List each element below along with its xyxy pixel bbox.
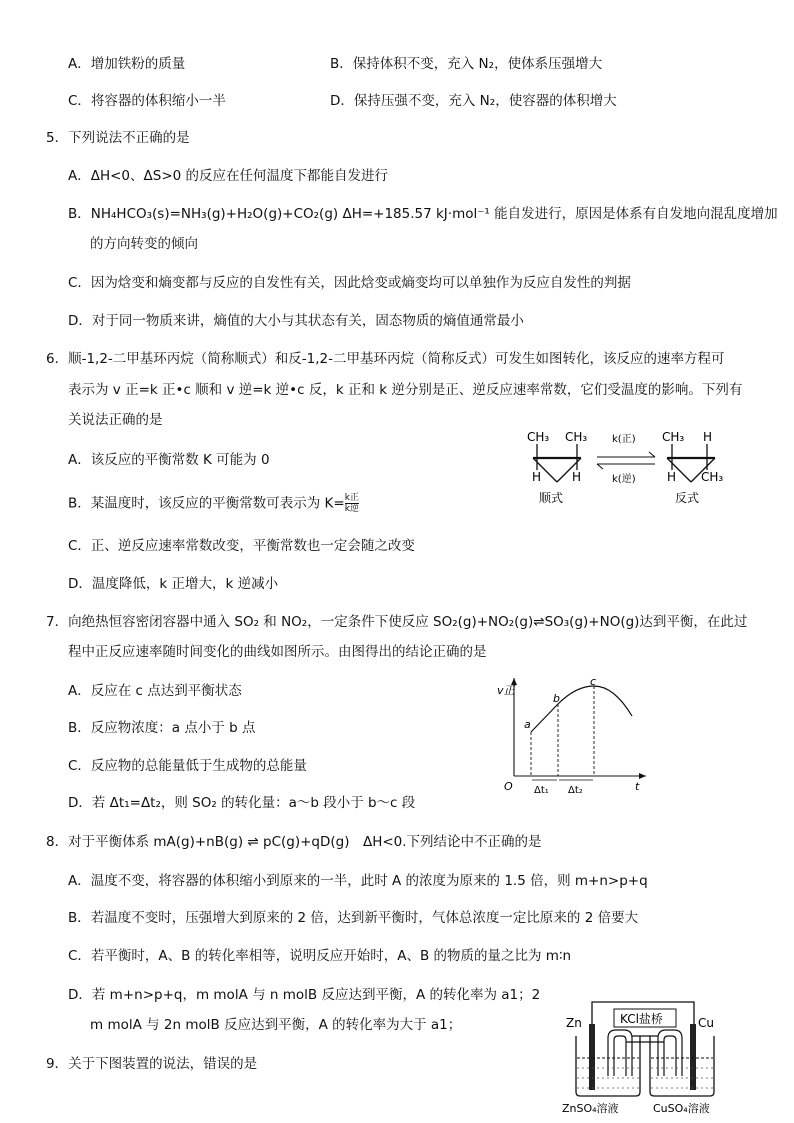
trans-ch3-bottom: CH₃	[701, 470, 724, 484]
right-solution-label: CuSO₄溶液	[653, 1102, 710, 1115]
q7-option-d: D．若 Δt₁=Δt₂，则 SO₂ 的转化量：a～b 段小于 b～c 段	[68, 795, 416, 811]
q7-option-a: A．反应在 c 点达到平衡状态	[68, 683, 242, 699]
q4-option-d: D．保持压强不变，充入 N₂，使容器的体积增大	[330, 93, 617, 109]
q7-stem-line1: 7．向绝热恒容密闭容器中通入 SO₂ 和 NO₂，一定条件下使反应 SO₂(g)+NO₂(g)⇌SO₃(g)+NO(g)达到平衡，在此过	[46, 614, 748, 630]
q6-stem-line2: 表示为 v 正=k 正•c 顺和 v 逆=k 逆•c 反，k 正和 k 逆分别是正、逆反应速率常数，它们受温度的影响。下列有	[68, 382, 743, 398]
q4-option-c: C．将容器的体积缩小一半	[68, 93, 226, 109]
rate-curve	[531, 686, 632, 732]
q6-stem-line3: 关说法正确的是	[68, 412, 163, 428]
q9-galvanic-cell-figure	[560, 996, 740, 1118]
cis-ch3-left: CH₃	[527, 430, 550, 444]
x-axis-label: t	[635, 780, 640, 793]
zn-label: Zn	[566, 1016, 582, 1030]
q4-option-b: B．保持体积不变，充入 N₂，使体系压强增大	[330, 56, 603, 72]
cu-label: Cu	[698, 1016, 714, 1030]
q5-option-c: C．因为焓变和熵变都与反应的自发性有关，因此焓变或熵变均可以单独作为反应自发性的判据	[68, 275, 631, 291]
q8-option-d: D．若 m+n>p+q，m molA 与 n molB 反应达到平衡，A 的转化率为 a1；2	[68, 987, 541, 1003]
trans-h-bottom: H	[667, 470, 677, 484]
point-b-label: b	[553, 692, 560, 705]
q6-option-d: D．温度降低，k 正增大，k 逆减小	[68, 576, 279, 592]
k-forward-label: k(正)	[612, 434, 636, 445]
q8-option-d-cont: m molA 与 2n molB 反应达到平衡，A 的转化率为大于 a1；	[90, 1017, 462, 1033]
cis-h-right: H	[572, 470, 582, 484]
point-a-label: a	[524, 718, 531, 731]
q6-option-b-text: B．某温度时，该反应的平衡常数可表示为 K=	[68, 495, 345, 512]
q8-option-c: C．若平衡时，A、B 的转化率相等，说明反应开始时，A、B 的物质的量之比为 m∶n	[68, 948, 572, 964]
q6-option-b	[68, 493, 359, 514]
q8-stem: 8．对于平衡体系 mA(g)+nB(g) ⇌ pC(g)+qD(g) ΔH<0.下列结论中不正确的是	[46, 834, 542, 850]
dt1-label: Δt₁	[534, 785, 549, 796]
left-solution-label: ZnSO₄溶液	[562, 1102, 619, 1115]
q7-rate-graph	[494, 672, 654, 800]
q6-isomer-figure	[515, 424, 735, 512]
cis-label: 顺式	[539, 491, 564, 505]
q9-stem: 9．关于下图装置的说法，错误的是	[46, 1056, 258, 1072]
trans-h-top: H	[703, 430, 713, 444]
y-axis-label: v正	[497, 684, 515, 697]
q8-option-a: A．温度不变，将容器的体积缩小到原来的一半，此时 A 的浓度为原来的 1.5 倍，则 m+n>p+q	[68, 873, 648, 889]
q6-stem-line1: 6．顺-1,2-二甲基环丙烷（简称顺式）和反-1,2-二甲基环丙烷（简称反式）可发生如图转化，该反应的速率方程可	[46, 351, 725, 367]
q7-option-b: B．反应物浓度：a 点小于 b 点	[68, 720, 256, 736]
trans-label: 反式	[675, 491, 700, 505]
q6-option-c: C．正、逆反应速率常数改变，平衡常数也一定会随之改变	[68, 538, 415, 554]
q8-option-b: B．若温度不变时，压强增大到原来的 2 倍，达到新平衡时，气体总浓度一定比原来的 2 倍要大	[68, 910, 639, 926]
q6-k-fraction	[345, 493, 359, 514]
q6-k-numerator: k正	[344, 493, 359, 503]
k-reverse-label: k(逆)	[612, 474, 636, 485]
q6-k-denominator: k逆	[344, 504, 359, 514]
zn-electrode	[589, 1024, 595, 1090]
q4-option-a: A．增加铁粉的质量	[68, 56, 186, 72]
q7-stem-line2: 程中正反应速率随时间变化的曲线如图所示。由图得出的结论正确的是	[68, 644, 487, 660]
q5-option-b-cont: 的方向转变的倾向	[90, 236, 198, 252]
q7-option-c: C．反应物的总能量低于生成物的总能量	[68, 758, 307, 774]
trans-ch3-top: CH₃	[662, 430, 685, 444]
q5-option-d: D．对于同一物质来讲，熵值的大小与其状态有关，固态物质的熵值通常最小	[68, 313, 524, 329]
cis-ch3-right: CH₃	[565, 430, 588, 444]
origin-label: O	[504, 780, 513, 793]
point-c-label: c	[590, 675, 597, 688]
cu-electrode	[690, 1024, 696, 1090]
cis-h-left: H	[532, 470, 542, 484]
q5-option-b: B．NH₄HCO₃(s)=NH₃(g)+H₂O(g)+CO₂(g) ΔH=+185.57 kJ·mol⁻¹ 能自发进行，原因是体系有自发地向混乱度增加	[68, 206, 778, 222]
q6-option-a: A．该反应的平衡常数 K 可能为 0	[68, 452, 270, 468]
q5-option-a: A．ΔH<0、ΔS>0 的反应在任何温度下都能自发进行	[68, 168, 389, 184]
salt-bridge-label: KCl盐桥	[620, 1012, 663, 1026]
q5-stem: 5．下列说法不正确的是	[46, 130, 190, 146]
dt2-label: Δt₂	[568, 785, 583, 796]
